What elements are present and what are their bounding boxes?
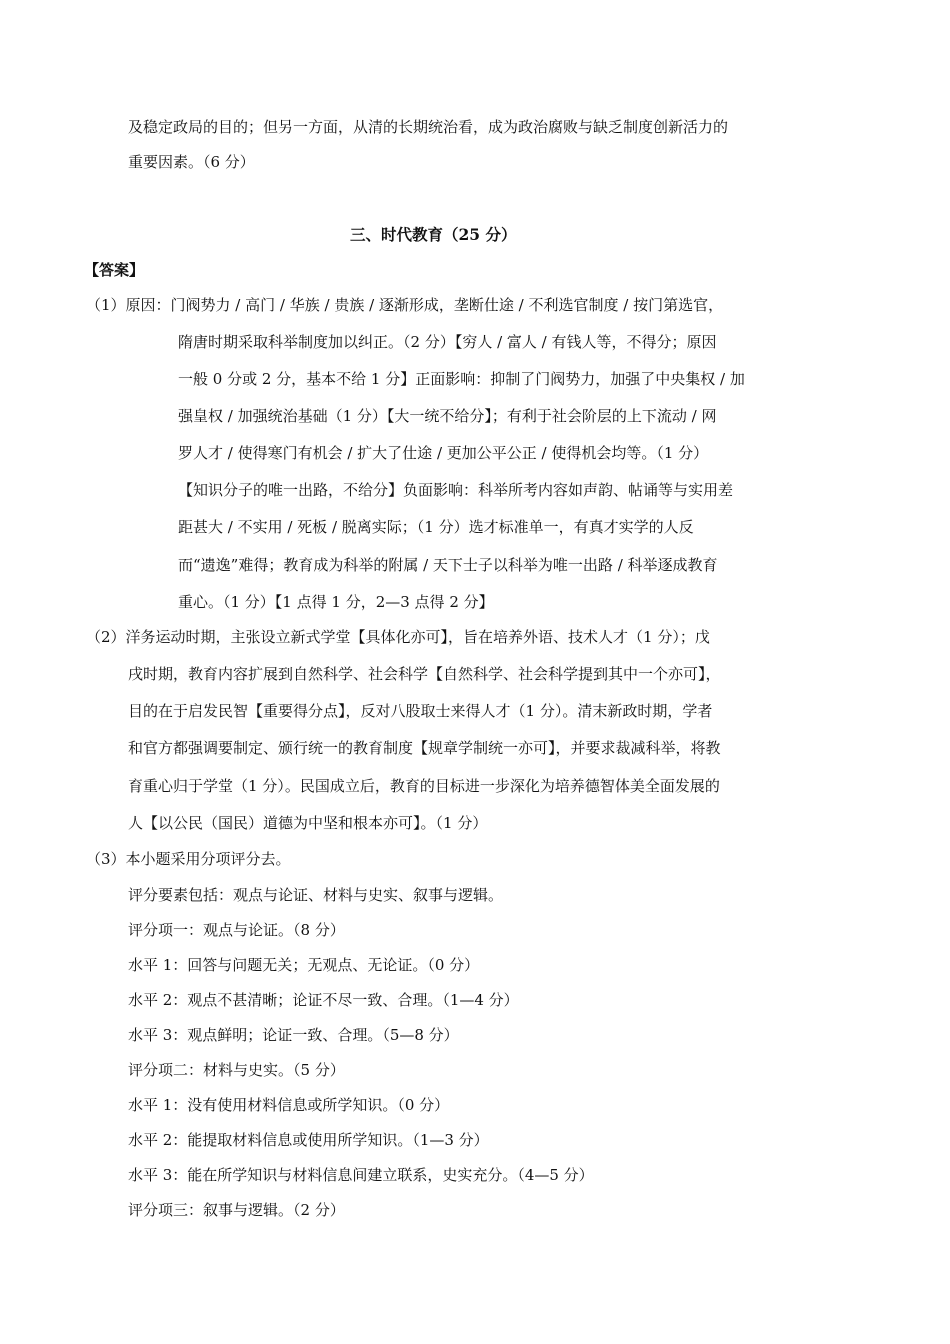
q3-line: 水平 3：观点鲜明；论证一致、合理。（5—8 分） [128, 1026, 459, 1044]
q3-lead: （3）本小题采用分项评分去。 [86, 850, 291, 868]
q1-line: 隋唐时期采取科举制度加以纠正。（2 分）【穷人 / 富人 / 有钱人等，不得分；原因 [178, 333, 717, 351]
q3-line: 评分项一：观点与论证。（8 分） [128, 921, 345, 939]
q2-line: 育重心归于学堂（1 分）。民国成立后，教育的目标进一步深化为培养德智体美全面发展的 [128, 777, 720, 795]
q1-line: 【知识分子的唯一出路，不给分】负面影响：科举所考内容如声韵、帖诵等与实用差 [178, 481, 734, 499]
q3-line: 评分项三：叙事与逻辑。（2 分） [128, 1201, 345, 1219]
q2-line: 人【以公民（国民）道德为中坚和根本亦可】。（1 分） [128, 814, 488, 832]
q3-line: 水平 2：能提取材料信息或使用所学知识。（1—3 分） [128, 1131, 489, 1149]
q1-line: 而“遗逸”难得；教育成为科举的附属 / 天下士子以科举为唯一出路 / 科举逐成教育 [178, 556, 718, 574]
intro-line: 及稳定政局的目的；但另一方面，从清的长期统治看，成为政治腐败与缺乏制度创新活力的 [128, 118, 729, 136]
q1-line: 强皇权 / 加强统治基础（1 分）【大一统不给分】；有利于社会阶层的上下流动 / 网 [178, 407, 717, 425]
q3-line: 水平 3：能在所学知识与材料信息间建立联系，史实充分。（4—5 分） [128, 1166, 594, 1184]
answer-label: 【答案】 [84, 261, 145, 279]
q1-line: 一般 0 分或 2 分，基本不给 1 分】正面影响：抑制了门阀势力，加强了中央集权 / 加 [178, 370, 745, 388]
q2-line: （2）洋务运动时期，主张设立新式学堂【具体化亦可】，旨在培养外语、技术人才（1 分）；戊 [86, 628, 710, 646]
q3-line: 评分要素包括：观点与论证、材料与史实、叙事与逻辑。 [128, 886, 504, 904]
q2-line: 戌时期，教育内容扩展到自然科学、社会科学【自然科学、社会科学提到其中一个亦可】， [128, 665, 721, 683]
q3-line: 水平 2：观点不甚清晰；论证不尽一致、合理。（1—4 分） [128, 991, 519, 1009]
q2-line: 和官方都强调要制定、颁行统一的教育制度【规章学制统一亦可】，并要求裁减科举，将教 [128, 739, 721, 757]
q1-line: 重心。（1 分）【1 点得 1 分，2—3 点得 2 分】 [178, 593, 494, 611]
q1-line: 罗人才 / 使得寒门有机会 / 扩大了仕途 / 更加公平公正 / 使得机会均等。（1 分） [178, 444, 709, 462]
q3-line: 水平 1：没有使用材料信息或所学知识。（0 分） [128, 1096, 450, 1114]
q1-line: （1）原因：门阀势力 / 高门 / 华族 / 贵族 / 逐渐形成，垄断仕途 / 不利选官制度 / 按门第选官， [86, 296, 724, 314]
q2-line: 目的在于启发民智【重要得分点】，反对八股取士来得人才（1 分）。清末新政时期，学者 [128, 702, 713, 720]
q3-line: 评分项二：材料与史实。（5 分） [128, 1061, 345, 1079]
q3-line: 水平 1：回答与问题无关；无观点、无论证。（0 分） [128, 956, 480, 974]
section-title: 三、时代教育（25 分） [350, 225, 517, 244]
intro-line: 重要因素。（6 分） [128, 153, 255, 171]
q1-line: 距甚大 / 不实用 / 死板 / 脱离实际；（1 分）选才标准单一，有真才实学的人反 [178, 518, 694, 536]
